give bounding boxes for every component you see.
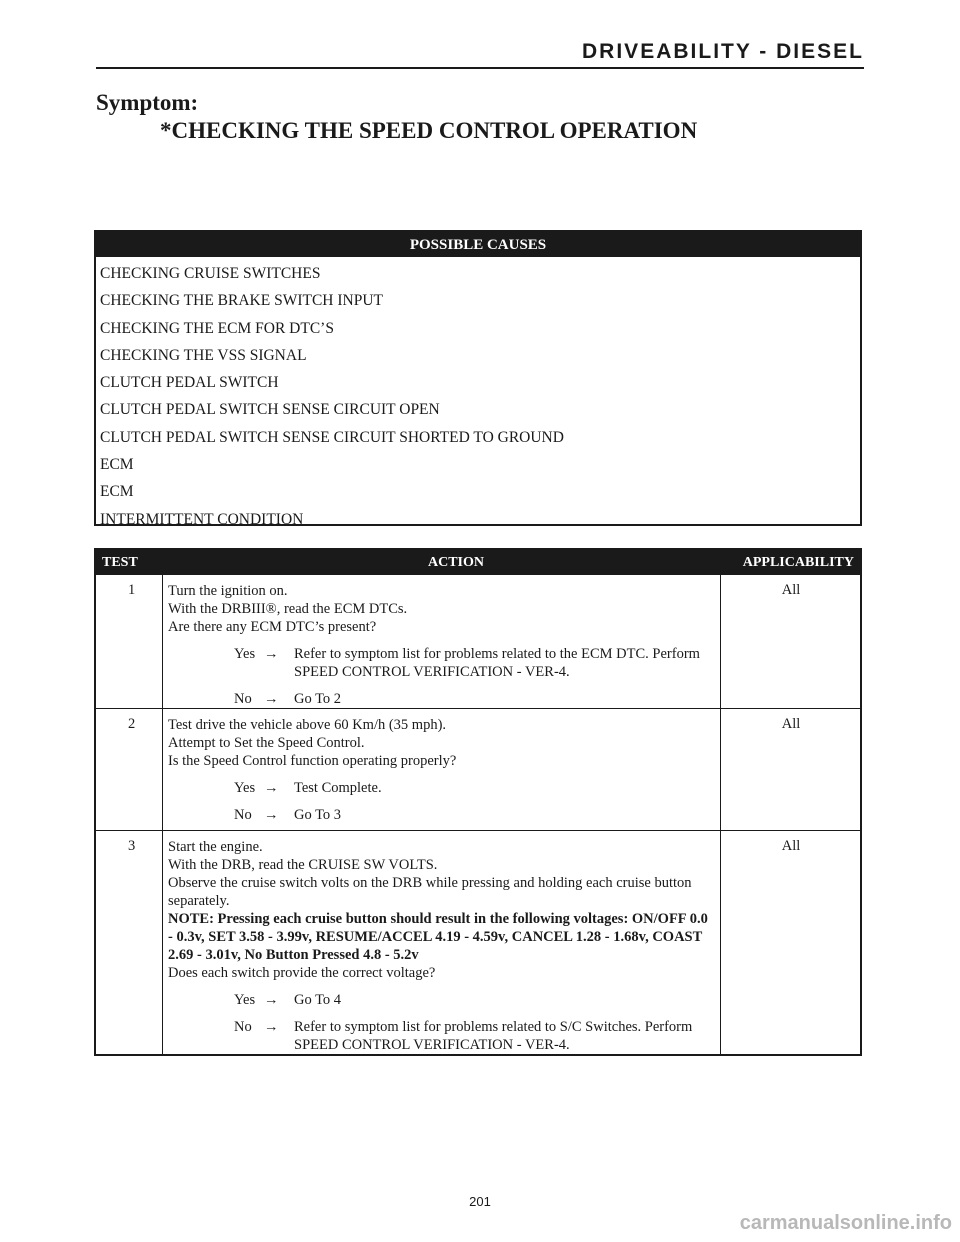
action-line: Observe the cruise switch volts on the DRB while pressing and holding each cruise button separately.	[168, 875, 692, 909]
cause-item: CLUTCH PEDAL SWITCH SENSE CIRCUIT OPEN	[100, 401, 440, 419]
answer-yes-label: Yes	[234, 646, 256, 662]
answer-no-label: No	[234, 1019, 252, 1035]
arrow-icon: →	[264, 807, 279, 823]
step-applicability: All	[781, 716, 801, 732]
symptom-title: *CHECKING THE SPEED CONTROL OPERATION	[160, 118, 698, 143]
cause-item: CHECKING THE VSS SIGNAL	[100, 346, 307, 364]
test-step-3	[96, 830, 860, 1054]
action-line: Are there any ECM DTC’s present?	[168, 619, 377, 635]
note-line: NOTE: Pressing each cruise button should result in the following voltages: ON/OFF 0.0 - 0.3v, SET 3.58 - 3.99v, RESUME/ACCEL 4.19 - 4.59v, CANCEL 1.28 - 1.68v, COAST 2.69 - 3.01v, No Button Pressed 4.8 - 5.2v	[168, 911, 708, 963]
arrow-icon: →	[264, 992, 279, 1008]
possible-causes-box	[94, 230, 862, 526]
test-step-2	[96, 708, 860, 830]
answer-no-label: No	[234, 691, 252, 707]
possible-causes-list	[96, 260, 860, 533]
header-action: ACTION	[427, 555, 484, 570]
action-line: Turn the ignition on.	[168, 583, 288, 599]
cause-item: CLUTCH PEDAL SWITCH SENSE CIRCUIT SHORTED TO GROUND	[100, 428, 564, 446]
test-table	[94, 548, 862, 1056]
section-title: DRIVEABILITY - DIESEL	[582, 40, 864, 63]
cause-item: CLUTCH PEDAL SWITCH	[100, 374, 279, 392]
page-number: 201	[469, 1194, 491, 1209]
answer-no	[234, 690, 716, 708]
answer-no-text: Refer to symptom list for problems related to S/C Switches. Perform SPEED CONTROL VERIFICATION - VER-4.	[294, 1019, 693, 1053]
answer-yes	[234, 645, 716, 681]
test-table-header	[96, 550, 860, 574]
action-line: Does each switch provide the correct voltage?	[168, 965, 436, 981]
possible-causes-heading: POSSIBLE CAUSES	[96, 232, 860, 257]
cause-item: CHECKING THE ECM FOR DTC’S	[100, 319, 334, 337]
step-number: 3	[128, 838, 136, 854]
answer-no-text: Go To 2	[294, 691, 342, 707]
step-action	[168, 716, 716, 824]
step-number: 1	[128, 582, 136, 598]
step-action	[168, 582, 716, 708]
column-divider	[720, 831, 721, 1054]
cause-item: CHECKING THE BRAKE SWITCH INPUT	[100, 292, 384, 310]
answer-no-text: Go To 3	[294, 807, 342, 823]
step-applicability: All	[781, 838, 801, 854]
action-line: Is the Speed Control function operating properly?	[168, 753, 457, 769]
action-line: With the DRBIII®, read the ECM DTCs.	[168, 601, 408, 617]
answer-no	[234, 806, 716, 824]
answer-no	[234, 1018, 716, 1054]
action-line: Test drive the vehicle above 60 Km/h (35 mph).	[168, 717, 447, 733]
watermark: carmanualsonline.info	[739, 1212, 952, 1234]
answer-yes-label: Yes	[234, 780, 256, 796]
answer-yes	[234, 991, 716, 1009]
cause-item: CHECKING CRUISE SWITCHES	[100, 265, 321, 282]
answer-yes-label: Yes	[234, 992, 256, 1008]
cause-item: ECM	[100, 483, 134, 501]
test-step-1	[96, 574, 860, 708]
header-applicability: APPLICABILITY	[742, 555, 854, 570]
action-line: With the DRB, read the CRUISE SW VOLTS.	[168, 857, 438, 873]
arrow-icon: →	[264, 780, 279, 796]
header-test: TEST	[102, 555, 138, 570]
answer-yes-text: Go To 4	[294, 992, 342, 1008]
answer-yes-text: Refer to symptom list for problems related to the ECM DTC. Perform SPEED CONTROL VERIFICATION - VER-4.	[294, 646, 700, 680]
header-rule	[96, 67, 864, 69]
symptom-label: Symptom:	[96, 90, 199, 115]
arrow-icon: →	[264, 1019, 279, 1035]
step-applicability: All	[781, 582, 801, 598]
arrow-icon: →	[264, 646, 279, 662]
action-line: Attempt to Set the Speed Control.	[168, 735, 365, 751]
column-divider	[162, 709, 163, 830]
step-number: 2	[128, 716, 136, 732]
action-line: Start the engine.	[168, 839, 263, 855]
answer-no-label: No	[234, 807, 252, 823]
arrow-icon: →	[264, 691, 279, 707]
column-divider	[162, 575, 163, 708]
step-action	[168, 838, 716, 1054]
cause-item: INTERMITTENT CONDITION	[100, 510, 304, 528]
answer-yes	[234, 779, 716, 797]
cause-item: ECM	[100, 456, 134, 474]
column-divider	[162, 831, 163, 1054]
answer-yes-text: Test Complete.	[294, 780, 382, 796]
